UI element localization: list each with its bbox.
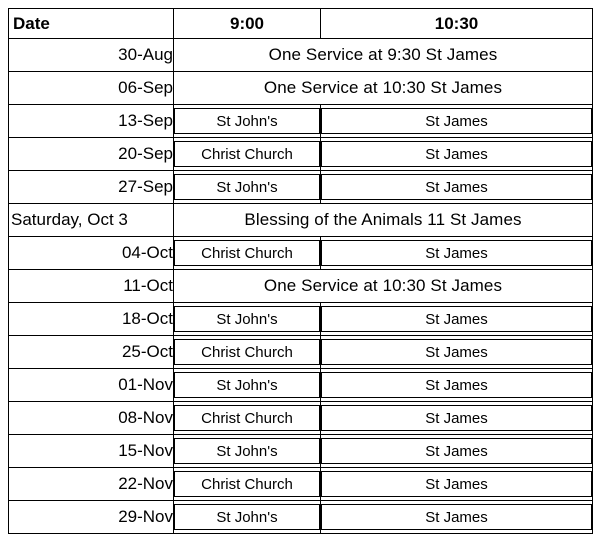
date-cell: 04-Oct: [9, 237, 174, 270]
ten-thirty-service-cell: [321, 402, 593, 435]
nine-service-label: St John's: [174, 174, 320, 200]
ten-thirty-service-label: St James: [321, 240, 592, 266]
date-cell: 22-Nov: [9, 468, 174, 501]
table-row: [9, 336, 593, 369]
date-cell: 13-Sep: [9, 105, 174, 138]
nine-service-label: Christ Church: [174, 141, 320, 167]
ten-thirty-service-label: St James: [321, 471, 592, 497]
nine-service-cell: [174, 336, 321, 369]
ten-thirty-service-cell: [321, 468, 593, 501]
nine-service-cell: [174, 369, 321, 402]
nine-service-cell: [174, 402, 321, 435]
ten-thirty-service-label: St James: [321, 405, 592, 431]
nine-service-label: St John's: [174, 438, 320, 464]
date-cell: 01-Nov: [9, 369, 174, 402]
header-row: [9, 9, 593, 39]
table-row: [9, 501, 593, 534]
nine-service-label: St John's: [174, 108, 320, 134]
date-cell: 20-Sep: [9, 138, 174, 171]
table-row: [9, 369, 593, 402]
table-row: [9, 435, 593, 468]
table-row: [9, 303, 593, 336]
table-row: [9, 270, 593, 303]
date-cell: 30-Aug: [9, 39, 174, 72]
merged-service-cell: One Service at 10:30 St James: [174, 72, 593, 105]
table-row: [9, 402, 593, 435]
date-cell: 11-Oct: [9, 270, 174, 303]
table-row: [9, 171, 593, 204]
nine-service-cell: [174, 171, 321, 204]
ten-thirty-service-label: St James: [321, 339, 592, 365]
date-cell: Saturday, Oct 3: [9, 204, 174, 237]
date-cell: 27-Sep: [9, 171, 174, 204]
ten-thirty-service-label: St James: [321, 141, 592, 167]
date-cell: 25-Oct: [9, 336, 174, 369]
date-cell: 15-Nov: [9, 435, 174, 468]
nine-service-cell: [174, 435, 321, 468]
nine-service-cell: [174, 501, 321, 534]
table-row: [9, 204, 593, 237]
table-row: [9, 237, 593, 270]
ten-thirty-service-label: St James: [321, 372, 592, 398]
nine-service-cell: [174, 138, 321, 171]
nine-service-cell: [174, 303, 321, 336]
nine-service-label: St John's: [174, 306, 320, 332]
ten-thirty-service-label: St James: [321, 306, 592, 332]
ten-thirty-service-cell: [321, 303, 593, 336]
date-column-header: Date: [9, 9, 174, 39]
ten-thirty-service-cell: [321, 171, 593, 204]
nine-service-cell: [174, 237, 321, 270]
ten-thirty-service-cell: [321, 336, 593, 369]
table-row: [9, 39, 593, 72]
nine-service-label: St John's: [174, 504, 320, 530]
merged-service-cell: One Service at 10:30 St James: [174, 270, 593, 303]
nine-service-cell: [174, 468, 321, 501]
schedule-sheet: [8, 8, 592, 535]
nine-service-label: Christ Church: [174, 471, 320, 497]
date-cell: 29-Nov: [9, 501, 174, 534]
ten-thirty-service-cell: [321, 435, 593, 468]
date-cell: 06-Sep: [9, 72, 174, 105]
nine-service-label: Christ Church: [174, 240, 320, 266]
service-schedule-table: [8, 8, 593, 534]
ten-thirty-service-label: St James: [321, 438, 592, 464]
table-row: [9, 468, 593, 501]
nine-service-label: Christ Church: [174, 405, 320, 431]
date-cell: 08-Nov: [9, 402, 174, 435]
date-cell: 18-Oct: [9, 303, 174, 336]
merged-service-cell: Blessing of the Animals 11 St James: [174, 204, 593, 237]
merged-service-cell: One Service at 9:30 St James: [174, 39, 593, 72]
nine-column-header: 9:00: [174, 9, 321, 39]
nine-service-cell: [174, 105, 321, 138]
ten-thirty-service-cell: [321, 237, 593, 270]
ten-thirty-column-header: 10:30: [321, 9, 593, 39]
nine-service-label: Christ Church: [174, 339, 320, 365]
table-row: [9, 138, 593, 171]
table-row: [9, 72, 593, 105]
ten-thirty-service-label: St James: [321, 174, 592, 200]
ten-thirty-service-cell: [321, 105, 593, 138]
ten-thirty-service-label: St James: [321, 504, 592, 530]
ten-thirty-service-cell: [321, 138, 593, 171]
ten-thirty-service-label: St James: [321, 108, 592, 134]
nine-service-label: St John's: [174, 372, 320, 398]
ten-thirty-service-cell: [321, 369, 593, 402]
ten-thirty-service-cell: [321, 501, 593, 534]
table-row: [9, 105, 593, 138]
